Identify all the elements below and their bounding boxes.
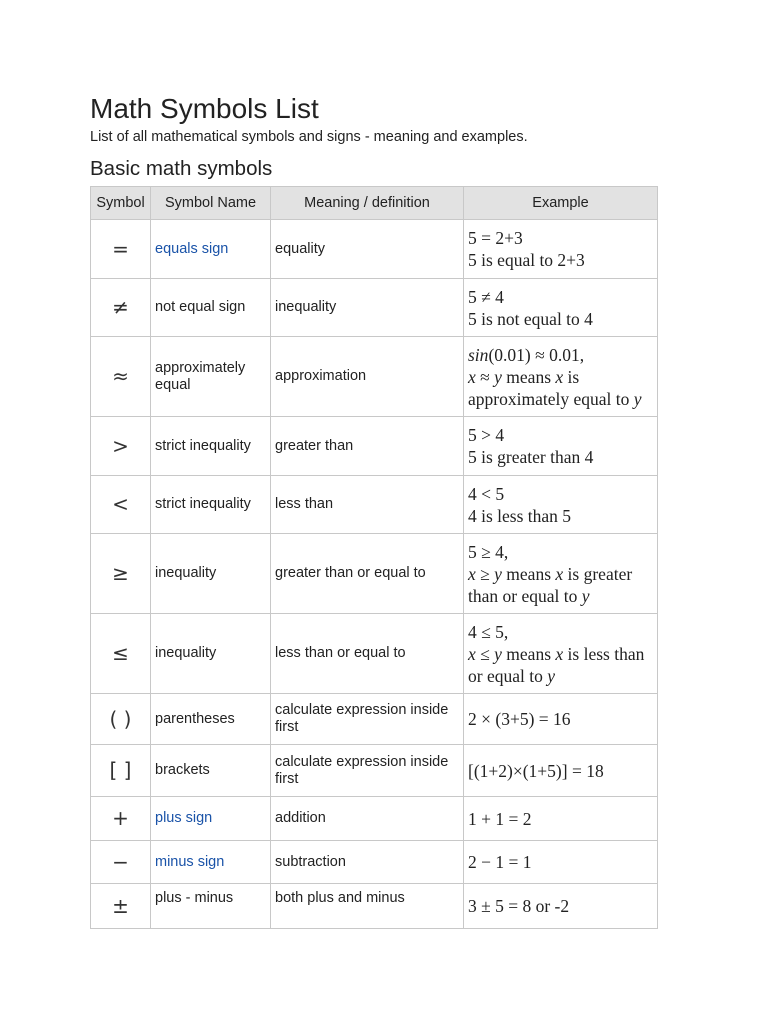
symbol-name-cell [151, 841, 271, 884]
table-row [91, 279, 658, 337]
page-subtitle: List of all mathematical symbols and signs - meaning and examples. [90, 129, 528, 145]
symbol-name-link[interactable]: plus sign [155, 810, 213, 826]
table-row [91, 476, 658, 534]
example-line: 5 is not equal to 4 [468, 308, 593, 329]
page-title: Math Symbols List [90, 93, 319, 124]
symbol-name-text: strict inequality [155, 437, 251, 454]
symbol-name-text: parentheses [155, 710, 235, 727]
table-row [91, 694, 658, 745]
symbol-cell: [ ] [91, 745, 151, 797]
symbol-name-cell [151, 476, 271, 534]
symbol-cell: ( ) [91, 694, 151, 745]
example-line: 5 ≥ 4, [468, 541, 509, 562]
example-cell [464, 534, 658, 614]
example-line: 4 is less than 5 [468, 505, 572, 526]
symbol-name-cell [151, 614, 271, 694]
symbol-cell: ≤ [91, 614, 151, 694]
symbol-name-cell [151, 337, 271, 417]
example-cell [464, 614, 658, 694]
table-row [91, 534, 658, 614]
symbol-name-text: brackets [155, 762, 210, 778]
symbol-name-cell [151, 220, 271, 279]
symbol-name-cell [151, 884, 271, 929]
symbol-name-cell [151, 534, 271, 614]
example-line: 3 ± 5 = 8 or -2 [468, 896, 570, 916]
symbol-cell: = [91, 220, 151, 279]
symbol-cell: ± [91, 884, 151, 929]
meaning-cell: approximation [271, 337, 464, 417]
example-line: sin(0.01) ≈ 0.01, [468, 344, 585, 365]
table-row [91, 417, 658, 476]
meaning-cell: inequality [271, 279, 464, 337]
table-row [91, 614, 658, 694]
table-row [91, 884, 658, 929]
section-title: Basic math symbols [90, 157, 273, 180]
table-row [91, 841, 658, 884]
symbol-cell: > [91, 417, 151, 476]
meaning-cell: subtraction [271, 841, 464, 884]
example-cell [464, 417, 658, 476]
symbol-name-text: inequality [155, 565, 217, 581]
example-line: 5 > 4 [468, 425, 505, 445]
symbol-name-cell [151, 694, 271, 745]
example-cell [464, 841, 658, 884]
symbol-name-cell [151, 279, 271, 337]
symbols-table [90, 186, 658, 929]
meaning-cell: less than [271, 476, 464, 534]
example-line: [(1+2)×(1+5)] = 18 [468, 760, 604, 781]
example-cell [464, 279, 658, 337]
symbol-cell: + [91, 797, 151, 841]
example-line: 2 × (3+5) = 16 [468, 709, 571, 729]
symbol-name-link[interactable]: equals sign [155, 240, 229, 257]
example-line: 5 = 2+3 [468, 228, 523, 248]
example-line: 5 ≠ 4 [468, 286, 504, 307]
symbol-name-cell [151, 797, 271, 841]
example-cell [464, 884, 658, 929]
example-line: x ≈ y means x is approximately equal to y [468, 366, 642, 409]
example-cell [464, 797, 658, 841]
table-row [91, 797, 658, 841]
example-cell [464, 337, 658, 417]
table-row [91, 337, 658, 417]
table-row [91, 745, 658, 797]
meaning-cell: calculate expression inside first [271, 694, 464, 745]
example-line: 5 is greater than 4 [468, 447, 594, 467]
symbol-name-text: plus - minus [155, 890, 234, 906]
table-header-row [91, 187, 658, 220]
symbol-name-cell [151, 745, 271, 797]
meaning-cell: greater than [271, 417, 464, 476]
symbol-cell: ≈ [91, 337, 151, 417]
symbol-cell: < [91, 476, 151, 534]
example-line: x ≤ y means x is less than or equal to y [468, 643, 645, 686]
header-example: Example [464, 187, 658, 220]
symbol-cell: ≠ [91, 279, 151, 337]
example-line: 2 − 1 = 1 [468, 852, 532, 872]
header-meaning: Meaning / definition [271, 187, 464, 220]
example-line: 1 + 1 = 2 [468, 808, 532, 829]
header-symbol: Symbol [91, 187, 151, 220]
meaning-cell: addition [271, 797, 464, 841]
symbol-name-text: not equal sign [155, 299, 246, 315]
example-line: 4 < 5 [468, 483, 505, 504]
page [90, 92, 660, 929]
example-cell [464, 476, 658, 534]
example-line: 4 ≤ 5, [468, 621, 509, 642]
table-row [91, 220, 658, 279]
example-cell [464, 745, 658, 797]
meaning-cell: both plus and minus [271, 884, 464, 929]
symbol-name-text: approximately equal [155, 359, 246, 393]
symbol-name-text: inequality [155, 645, 217, 661]
symbol-cell: ≥ [91, 534, 151, 614]
symbol-name-link[interactable]: minus sign [155, 853, 225, 870]
meaning-cell: less than or equal to [271, 614, 464, 694]
header-symbol-name: Symbol Name [151, 187, 271, 220]
example-line: 5 is equal to 2+3 [468, 250, 585, 270]
meaning-cell: equality [271, 220, 464, 279]
symbol-name-cell [151, 417, 271, 476]
meaning-cell: greater than or equal to [271, 534, 464, 614]
example-line: x ≥ y means x is greater than or equal to y [468, 563, 633, 606]
example-cell [464, 694, 658, 745]
symbol-name-text: strict inequality [155, 496, 251, 512]
example-cell [464, 220, 658, 279]
symbol-cell: − [91, 841, 151, 884]
meaning-cell: calculate expression inside first [271, 745, 464, 797]
